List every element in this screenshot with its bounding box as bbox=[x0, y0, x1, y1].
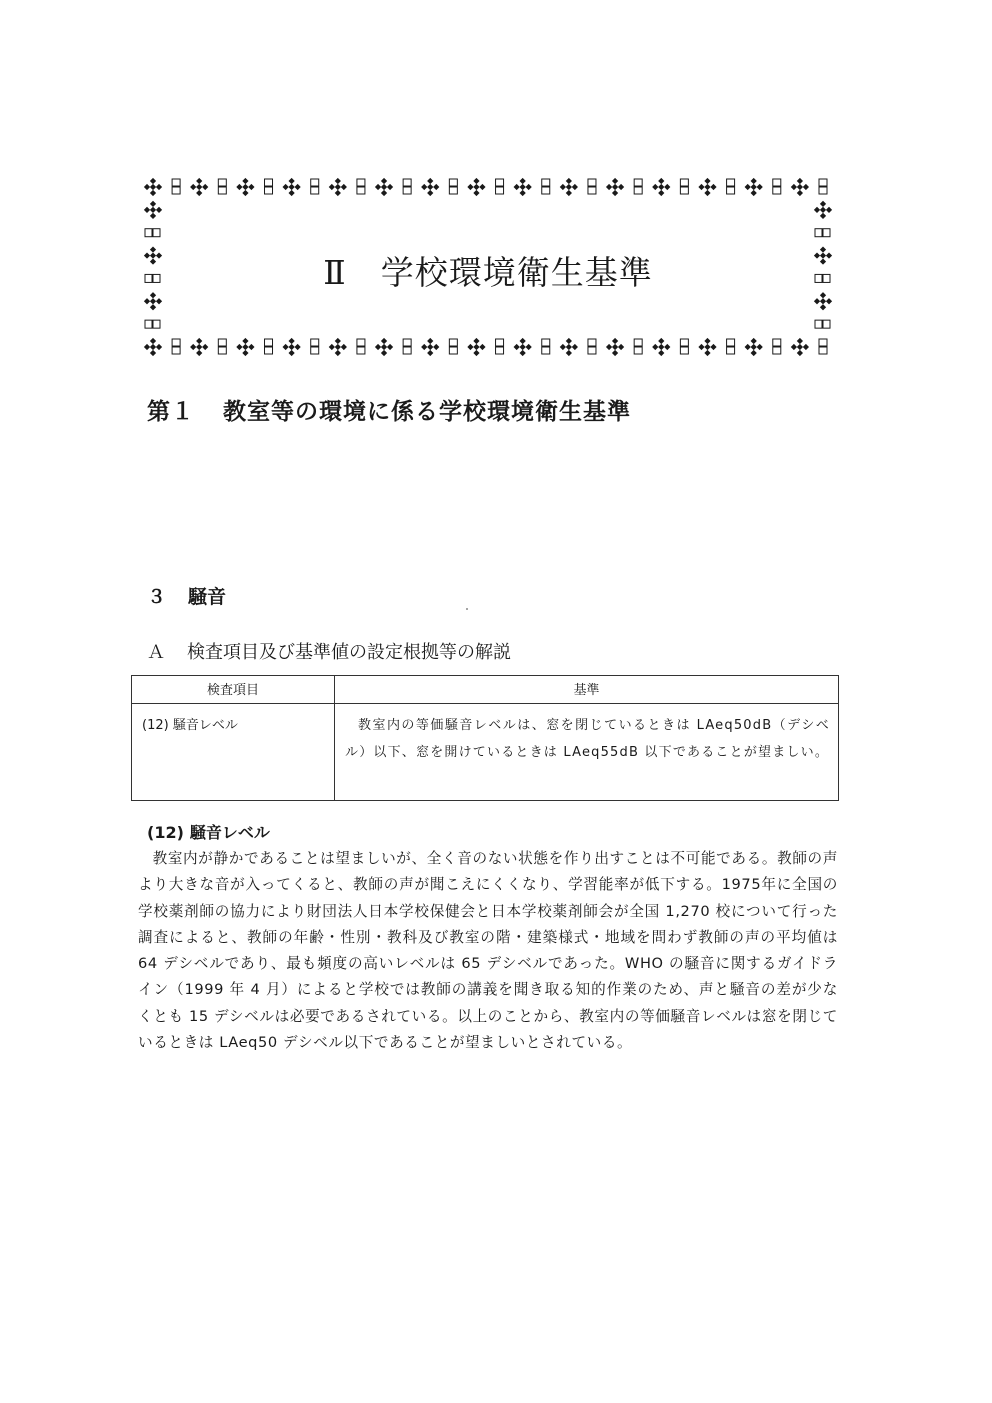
border-diamond-ornament bbox=[144, 338, 162, 356]
item-number: Ａ bbox=[147, 642, 165, 663]
border-diamond-ornament bbox=[421, 178, 439, 196]
border-diamond-ornament bbox=[560, 338, 578, 356]
border-diamond-ornament bbox=[421, 338, 439, 356]
border-box-ornament bbox=[588, 179, 596, 194]
cell-inspection-item: (12) 騒音レベル bbox=[132, 704, 335, 801]
border-diamond-ornament bbox=[375, 338, 393, 356]
border-box-ornament bbox=[311, 179, 319, 194]
border-diamond-ornament bbox=[560, 178, 578, 196]
border-box-ornament bbox=[218, 339, 226, 354]
border-box-ornament bbox=[449, 339, 457, 354]
border-diamond-ornament bbox=[375, 178, 393, 196]
border-diamond-ornament bbox=[652, 178, 670, 196]
border-box-ornament bbox=[680, 339, 688, 354]
border-box-ornament bbox=[357, 339, 365, 354]
border-diamond-ornament bbox=[283, 178, 301, 196]
border-diamond-ornament bbox=[514, 338, 532, 356]
border-box-ornament bbox=[819, 179, 827, 194]
border-box-ornament bbox=[634, 179, 642, 194]
item-title-text: 検査項目及び基準値の設定根拠等の解説 bbox=[187, 642, 511, 663]
explanation-body: 教室内が静かであることは望ましいが、全く音のない状態を作り出すことは不可能である。教師の声より大きな音が入ってくると、教師の声が聞こえにくくなり、学習能率が低下する。1975年に全国の学校薬剤師の協力により財団法人日本学校保健会と日本学校薬剤師会が全国 1,270 校について行った調査によると、教師の年齢・性別・教科及び教室の階・建築様式・地域を問わず教師の声の平均値は 64 デシベルであり、最も頻度の高いレベルは 65 デシベルであった。WHO の騒音に関するガイドライン（1999 年 4 月）によると学校では教師の講義を聞き取る知的作業のため、声と騒音の差が少なくとも 15 デシベルは必要であるされている。以上のことから、教室内の等価騒音レベルは窓を閉じているときは LAeq50 デシベル以下であることが望ましいとされている。 bbox=[138, 850, 838, 1052]
border-box-ornament bbox=[403, 179, 411, 194]
subsection-title-text: 騒音 bbox=[188, 586, 227, 608]
border-diamond-ornament bbox=[745, 338, 763, 356]
border-box-ornament bbox=[357, 179, 365, 194]
section-title-text: 教室等の環境に係る学校環境衛生基準 bbox=[223, 399, 631, 425]
border-diamond-ornament bbox=[606, 338, 624, 356]
cell-criterion: 教室内の等価騒音レベルは、窓を閉じているときは LAeq50dB（デシベル）以下、窓を開けているときは LAeq55dB 以下であることが望ましい。 bbox=[335, 704, 839, 801]
border-diamond-ornament bbox=[514, 178, 532, 196]
border-diamond-ornament bbox=[236, 178, 254, 196]
border-box-ornament bbox=[496, 179, 504, 194]
border-diamond-ornament bbox=[467, 178, 485, 196]
border-box-ornament bbox=[634, 339, 642, 354]
border-box-ornament bbox=[680, 179, 688, 194]
border-box-ornament bbox=[311, 339, 319, 354]
border-box-ornament bbox=[819, 339, 827, 354]
border-box-ornament bbox=[145, 320, 160, 328]
section-number: 第１ bbox=[147, 399, 195, 425]
border-box-ornament bbox=[496, 339, 504, 354]
chapter-title-frame bbox=[143, 177, 833, 357]
border-diamond-ornament bbox=[652, 338, 670, 356]
border-diamond-ornament bbox=[236, 338, 254, 356]
criteria-table bbox=[131, 675, 839, 801]
border-box-ornament bbox=[727, 339, 735, 354]
table-header-row bbox=[132, 676, 839, 704]
table-row bbox=[132, 704, 839, 801]
border-box-ornament bbox=[542, 339, 550, 354]
border-diamond-ornament bbox=[144, 201, 162, 219]
border-box-ornament bbox=[773, 339, 781, 354]
border-diamond-ornament bbox=[791, 338, 809, 356]
chapter-title bbox=[143, 247, 833, 294]
subsection-heading bbox=[147, 582, 226, 609]
border-diamond-ornament bbox=[144, 178, 162, 196]
border-box-ornament bbox=[403, 339, 411, 354]
border-box-ornament bbox=[218, 179, 226, 194]
border-diamond-ornament bbox=[190, 178, 208, 196]
border-diamond-ornament bbox=[606, 178, 624, 196]
header-inspection-item: 検査項目 bbox=[132, 676, 335, 704]
border-diamond-ornament bbox=[745, 178, 763, 196]
border-box-ornament bbox=[172, 179, 180, 194]
border-box-ornament bbox=[815, 229, 830, 237]
border-box-ornament bbox=[145, 229, 160, 237]
header-criterion: 基準 bbox=[335, 676, 839, 704]
border-diamond-ornament bbox=[329, 178, 347, 196]
border-diamond-ornament bbox=[814, 201, 832, 219]
border-diamond-ornament bbox=[698, 178, 716, 196]
border-box-ornament bbox=[588, 339, 596, 354]
border-box-ornament bbox=[815, 320, 830, 328]
border-box-ornament bbox=[727, 179, 735, 194]
scan-speck bbox=[466, 608, 468, 610]
border-box-ornament bbox=[449, 179, 457, 194]
explanation-number: (12) bbox=[147, 823, 184, 842]
border-box-ornament bbox=[172, 339, 180, 354]
chapter-number: Ⅱ bbox=[323, 253, 347, 292]
chapter-title-text: 学校環境衛生基準 bbox=[380, 253, 653, 292]
border-box-ornament bbox=[773, 179, 781, 194]
explanation-heading bbox=[147, 820, 270, 843]
border-box-ornament bbox=[265, 339, 273, 354]
item-heading bbox=[147, 638, 511, 664]
border-diamond-ornament bbox=[698, 338, 716, 356]
border-diamond-ornament bbox=[791, 178, 809, 196]
section-heading bbox=[147, 393, 631, 426]
border-diamond-ornament bbox=[283, 338, 301, 356]
border-diamond-ornament bbox=[329, 338, 347, 356]
border-diamond-ornament bbox=[144, 292, 162, 310]
border-box-ornament bbox=[542, 179, 550, 194]
border-box-ornament bbox=[265, 179, 273, 194]
border-diamond-ornament bbox=[814, 292, 832, 310]
border-diamond-ornament bbox=[190, 338, 208, 356]
subsection-number: ３ bbox=[147, 586, 167, 608]
border-diamond-ornament bbox=[467, 338, 485, 356]
explanation-title-text: 騒音レベル bbox=[189, 823, 270, 842]
